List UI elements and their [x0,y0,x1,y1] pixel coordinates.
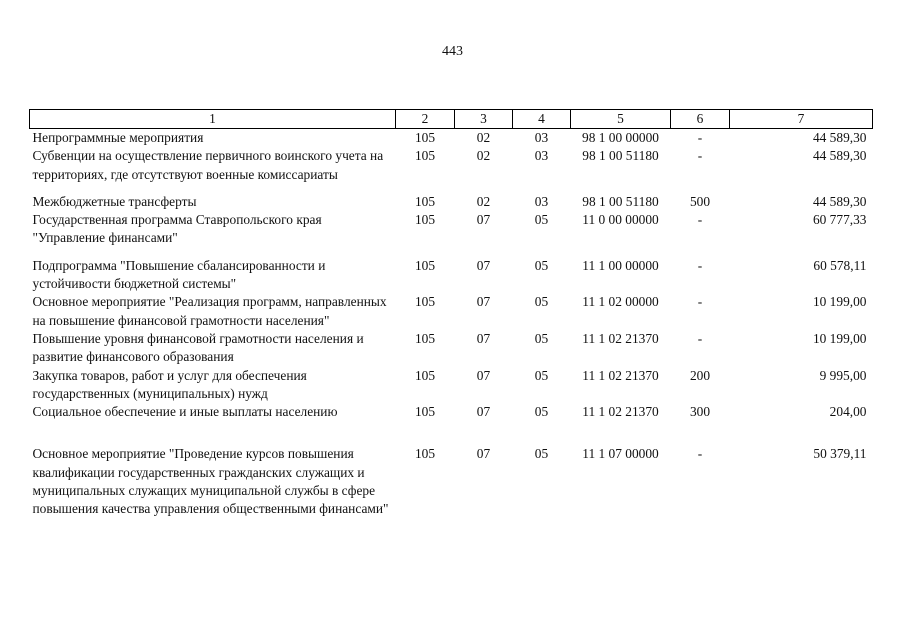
row-cell: 03 [534,148,549,164]
row-name-cell: Подпрограмма "Повышение сбалансированности и устойчивости бюджетной системы" [32,257,326,292]
row-name-cell: Закупка товаров, работ и услуг для обеспечения государственных (муниципальных) нужд [32,367,307,401]
table-header-row [30,110,873,129]
row-cell: - [697,148,703,164]
column-header: 3 [455,110,513,129]
row-amount-cell: 60 578,11 [813,257,867,273]
row-cell: 02 [476,130,491,145]
table-row [30,330,873,367]
row-amount-cell: 9 995,00 [819,367,867,383]
row-cell: 11 0 00 00000 [582,212,659,228]
row-name-cell: Основное мероприятие "Реализация программ, направленных на повышение финансовой грамотности населения" [32,294,387,328]
row-cell: 03 [534,130,549,145]
row-cell: 105 [414,130,436,145]
column-header: 1 [30,110,396,129]
row-cell: 05 [534,257,549,273]
row-amount-cell: 10 199,00 [812,294,867,310]
row-cell: 03 [534,193,549,209]
row-cell: - [697,130,703,145]
table-row [30,257,873,294]
row-cell: 105 [414,446,436,462]
row-cell: 02 [476,148,491,164]
row-cell: 05 [534,367,549,383]
row-cell: 200 [689,367,711,383]
row-cell: 11 1 07 00000 [582,446,659,462]
row-cell: 02 [476,193,491,209]
row-name-cell: Субвенции на осуществление первичного воинского учета на территориях, где отсутствуют военные комиссариаты [32,148,384,182]
page-number: 443 [442,44,463,59]
row-cell: 105 [414,193,436,209]
row-cell: 07 [476,367,491,383]
row-cell: 105 [414,257,436,273]
row-cell: 98 1 00 51180 [582,193,659,209]
row-cell: 11 1 02 21370 [582,330,659,346]
row-cell: - [697,330,703,346]
row-cell: 05 [534,294,549,310]
row-amount-cell: 44 589,30 [812,130,867,145]
row-name-cell: Социальное обеспечение и иные выплаты населению [32,404,338,420]
row-cell: 07 [476,330,491,346]
table-row [30,293,873,330]
row-spacer [30,421,873,445]
row-amount-cell: 44 589,30 [812,148,867,164]
row-cell: 05 [534,446,549,462]
column-header: 2 [396,110,455,129]
table-row [30,445,873,518]
row-cell: - [697,446,703,462]
column-header: 5 [571,110,671,129]
row-cell: 105 [414,294,436,310]
row-cell: 11 1 02 00000 [582,294,659,310]
row-cell: 05 [534,330,549,346]
row-cell: 105 [414,148,436,164]
table-row [30,211,873,248]
row-amount-cell: 10 199,00 [812,330,867,346]
budget-table-sheet [29,109,872,519]
row-amount-cell: 50 379,11 [813,446,867,462]
budget-table [29,109,873,519]
row-name-cell: Основное мероприятие "Проведение курсов повышения квалификации государственных гражданских служащих и муниципальных служащих муниципальной службы в сфере повышения качества управления общественными финансами" [32,446,389,517]
row-cell: 105 [414,367,436,383]
row-cell: - [697,294,703,310]
row-cell: 98 1 00 51180 [582,148,659,164]
row-cell: 07 [476,446,491,462]
column-header: 4 [513,110,571,129]
row-cell: - [697,257,703,273]
row-cell: 07 [476,404,491,420]
row-cell: 300 [689,404,711,420]
row-spacer [30,184,873,193]
row-name-cell: Межбюджетные трансферты [32,193,197,209]
row-amount-cell: 44 589,30 [812,193,867,209]
row-cell: - [697,212,703,228]
row-cell: 105 [414,404,436,420]
row-cell: 11 1 00 00000 [582,257,659,273]
table-row [30,193,873,211]
row-cell: 98 1 00 00000 [582,130,659,145]
row-cell: 07 [476,257,491,273]
row-cell: 05 [534,212,549,228]
row-cell: 11 1 02 21370 [582,404,659,420]
row-amount-cell: 60 777,33 [812,212,867,228]
row-cell: 105 [414,212,436,228]
table-row [30,129,873,148]
column-header: 6 [671,110,730,129]
row-cell: 11 1 02 21370 [582,367,659,383]
row-cell: 07 [476,294,491,310]
table-row [30,367,873,404]
row-name-cell: Непрограммные мероприятия [32,130,204,145]
row-cell: 105 [414,330,436,346]
table-row [30,147,873,184]
table-row [30,403,873,421]
row-cell: 05 [534,404,549,420]
row-cell: 500 [689,193,711,209]
row-spacer [30,248,873,257]
row-amount-cell: 204,00 [829,404,867,420]
row-name-cell: Повышение уровня финансовой грамотности населения и развитие финансового образования [32,330,364,365]
row-cell: 07 [476,212,491,228]
column-header: 7 [730,110,873,129]
row-name-cell: Государственная программа Ставропольского края "Управление финансами" [32,212,322,246]
